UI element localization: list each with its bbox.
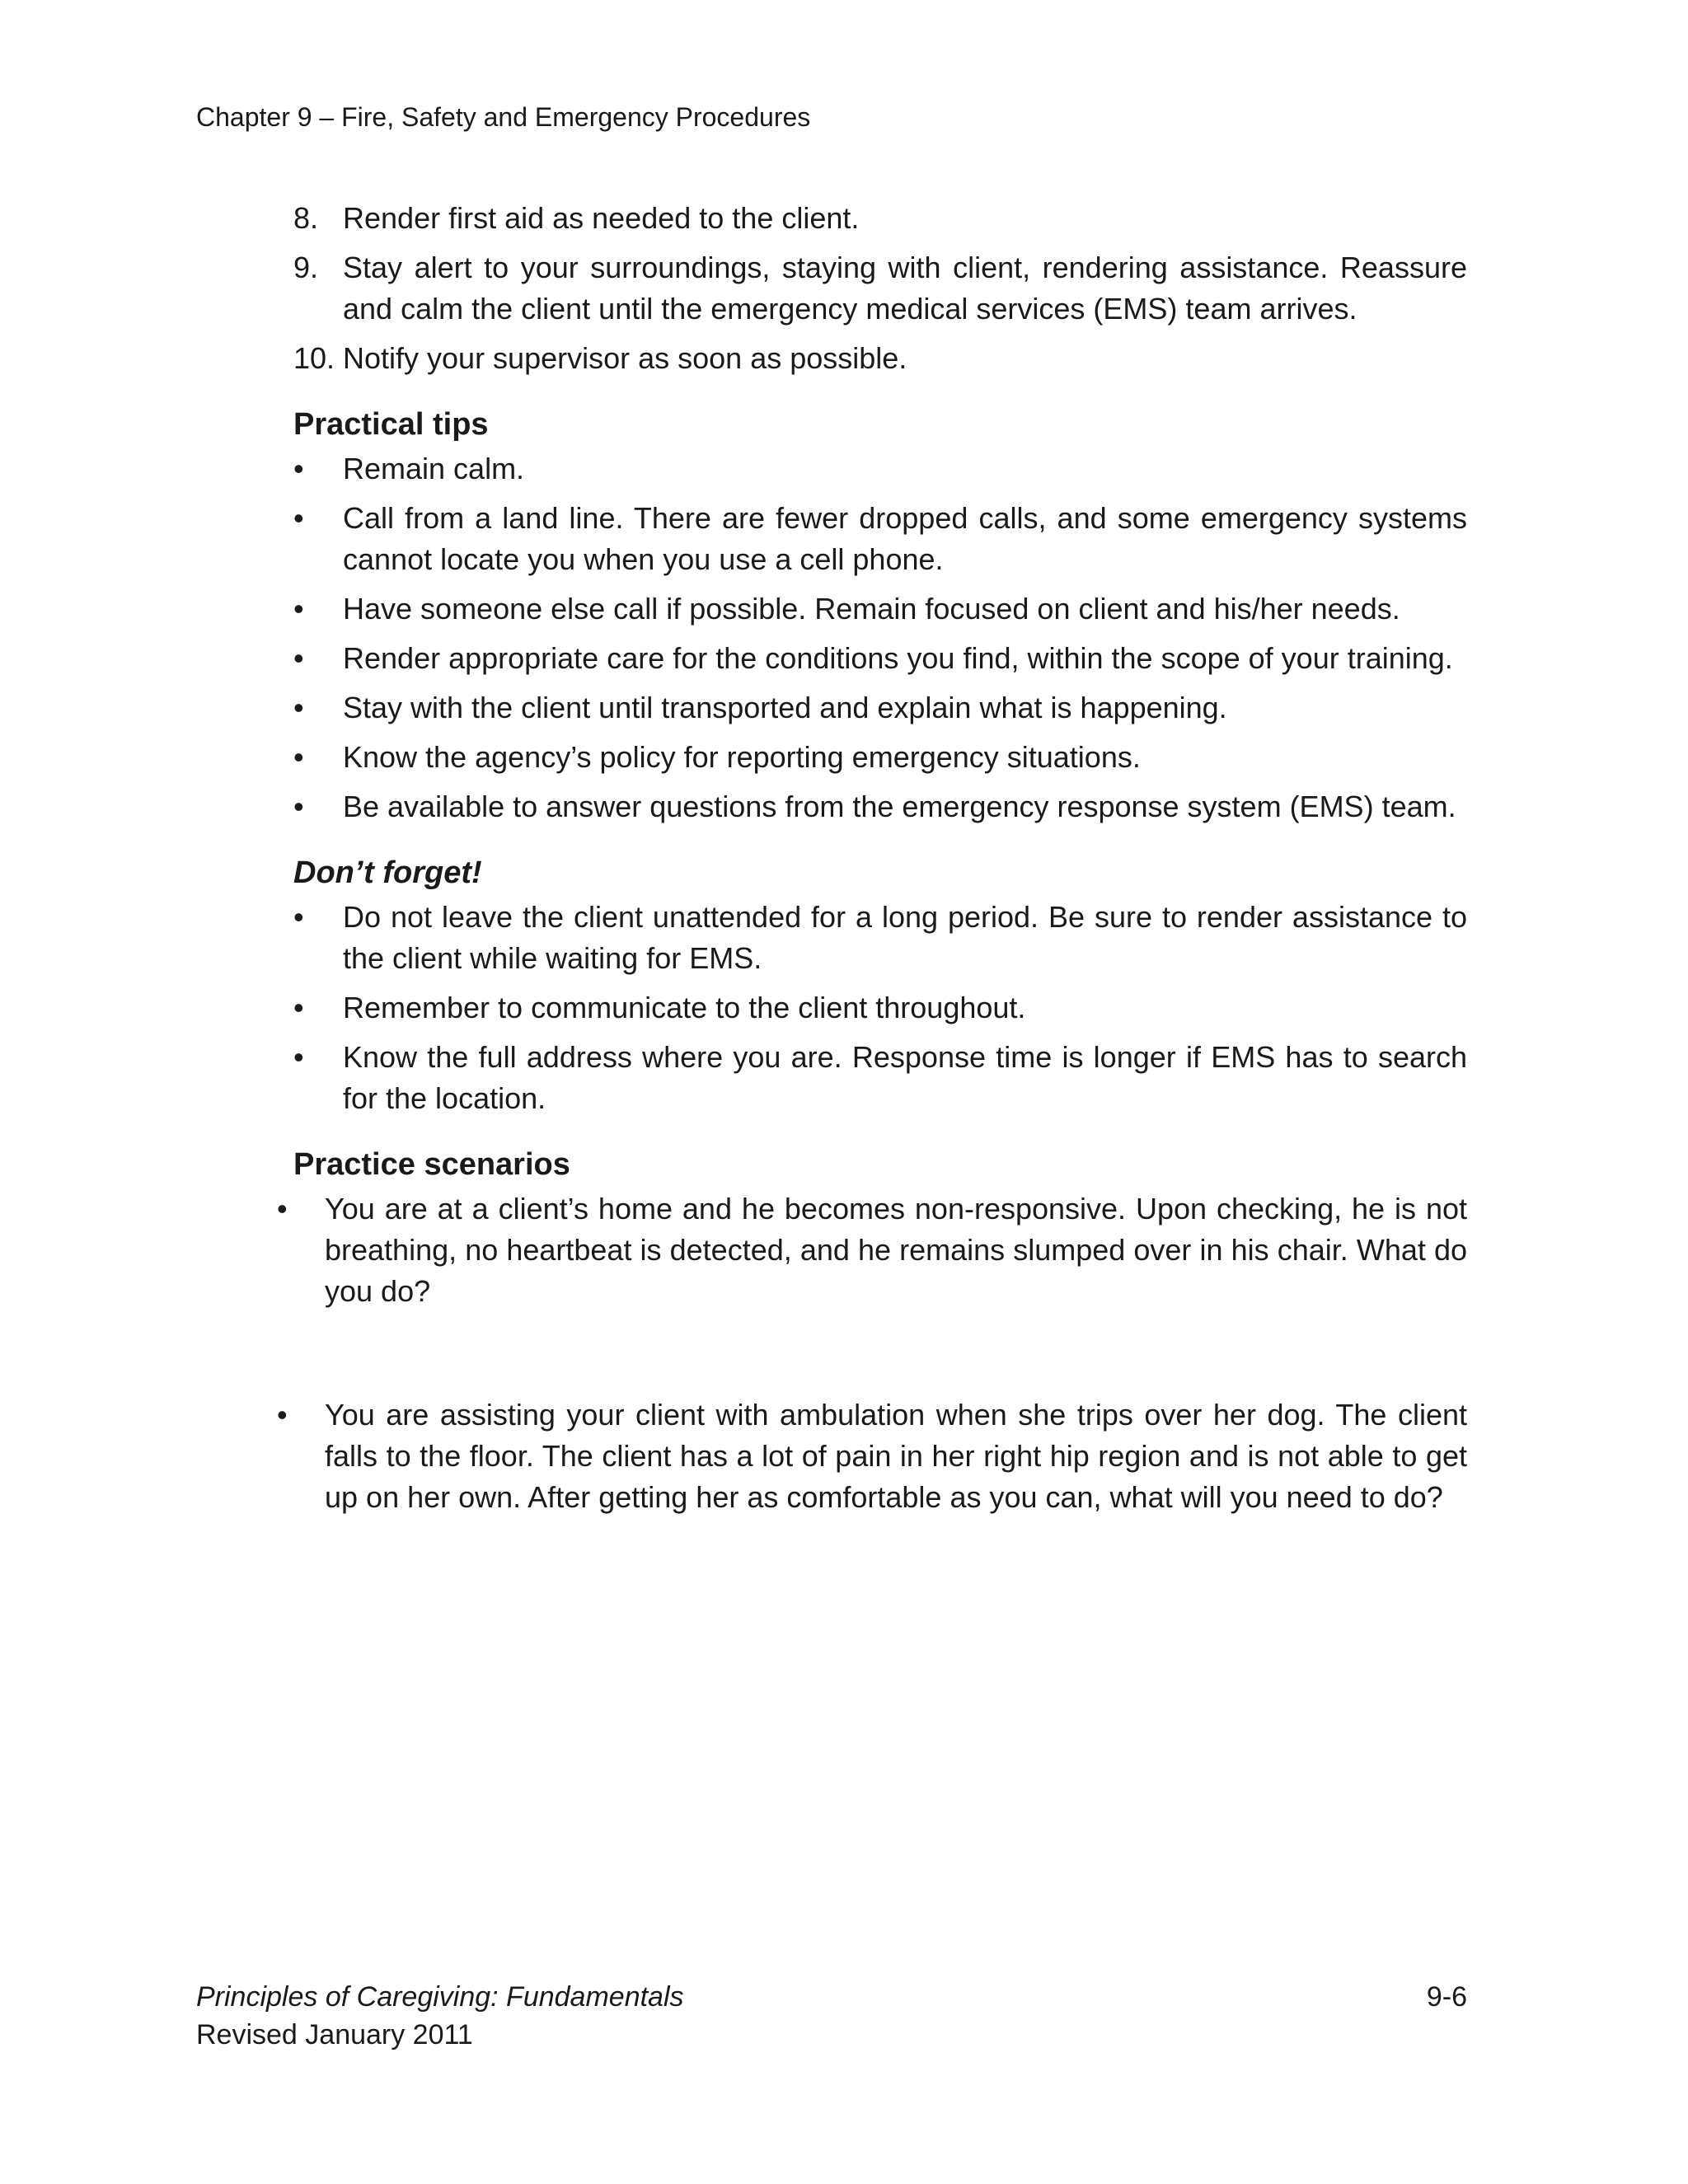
bullet-icon: • [293,641,304,675]
reminder-text: Know the full address where you are. Response time is longer if EMS has to search for the location. [343,1040,1467,1115]
tip-text: Call from a land line. There are fewer dropped calls, and some emergency systems cannot locate you when you use a cell phone. [343,501,1467,576]
practical-tips-list [293,448,1467,827]
bullet-icon: • [293,900,304,934]
bullet-icon: • [293,740,304,774]
list-item [293,1037,1467,1119]
bullet-icon: • [293,790,304,823]
practice-scenarios-heading: Practice scenarios [293,1147,570,1182]
list-item [293,198,1467,239]
list-item [293,786,1467,827]
footer-revised: Revised January 2011 [196,2019,473,2050]
bullet-icon: • [293,1040,304,1074]
reminder-text: Do not leave the client unattended for a long period. Be sure to render assistance to the client while waiting for EMS. [343,900,1467,975]
step-number: 8. [293,201,319,235]
reminder-text: Remember to communicate to the client throughout. [343,991,1026,1024]
bullet-icon: • [293,592,304,626]
list-item [293,987,1467,1029]
page-content [277,198,1467,1518]
bullet-icon: • [277,1192,288,1226]
tip-text: Remain calm. [343,452,525,485]
step-text: Stay alert to your surroundings, staying with client, rendering assistance. Reassure and calm the client until the emergency medical services (EMS) team arrives. [343,251,1467,326]
scenario-text: You are assisting your client with ambulation when she trips over her dog. The client falls to the floor. The client has a lot of pain in her right hip region and is not able to get up on her own. After getting her as comfortable as you can, what will you need to do? [325,1398,1467,1514]
practice-scenarios-list [277,1188,1467,1518]
list-item [277,1188,1467,1312]
list-item [293,338,1467,379]
step-text: Notify your supervisor as soon as possible. [343,341,907,375]
page-header: Chapter 9 – Fire, Safety and Emergency Procedures [196,102,811,132]
bullet-icon: • [293,691,304,724]
dont-forget-list [293,897,1467,1119]
bullet-icon: • [293,991,304,1024]
bullet-icon: • [293,501,304,535]
scenario-text: You are at a client’s home and he becomes non-responsive. Upon checking, he is not breathing, no heartbeat is detected, and he remains slumped over in his chair. What do you do? [325,1192,1467,1308]
step-text: Render first aid as needed to the client. [343,201,860,235]
list-item [293,588,1467,630]
list-item [293,448,1467,490]
step-number: 10. [293,341,335,375]
dont-forget-heading: Don’t forget! [293,855,482,890]
page-footer [196,1978,684,2054]
bullet-icon: • [277,1398,288,1432]
bullet-icon: • [293,452,304,485]
tip-text: Be available to answer questions from the emergency response system (EMS) team. [343,790,1456,823]
list-item [293,687,1467,729]
step-number: 9. [293,251,319,284]
tip-text: Render appropriate care for the conditions you find, within the scope of your training. [343,641,1453,675]
tip-text: Stay with the client until transported and explain what is happening. [343,691,1227,724]
practical-tips-heading: Practical tips [293,407,489,442]
list-item [277,1394,1467,1518]
list-item [293,247,1467,330]
tip-text: Have someone else call if possible. Remain focused on client and his/her needs. [343,592,1400,626]
footer-title: Principles of Caregiving: Fundamentals [196,1981,684,2013]
list-item [293,737,1467,778]
steps-list [293,198,1467,379]
list-item [293,498,1467,580]
list-item [293,638,1467,679]
page-number: 9-6 [1426,1981,1467,2013]
list-item [293,897,1467,979]
tip-text: Know the agency’s policy for reporting emergency situations. [343,740,1141,774]
